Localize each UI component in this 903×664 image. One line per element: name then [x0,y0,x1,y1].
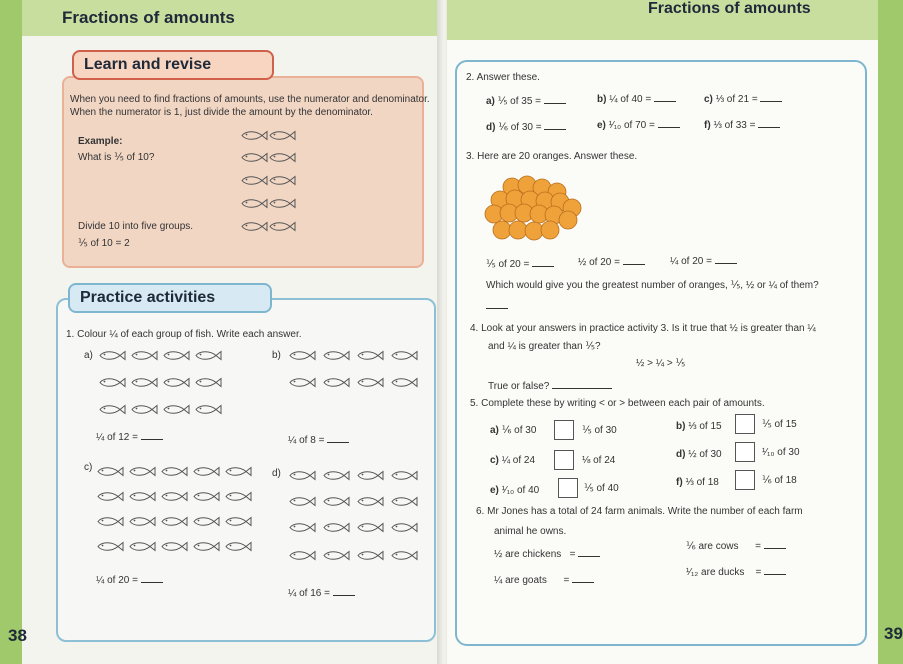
answer-blank[interactable] [141,431,163,440]
question-5-text: 5. Complete these by writing < or > between each pair of amounts. [470,398,765,409]
fish-icon [130,404,158,415]
q6-item-goats [494,574,594,587]
q1-answer-c [96,574,163,587]
fish-icon [224,541,252,552]
comparison-box[interactable] [735,442,755,462]
fish-icon [96,466,124,477]
q5-label: e) [490,485,499,496]
q6-fraction: ⅙ [686,541,696,552]
learn-and-revise-heading: Learn and revise [72,50,274,80]
q2-item-b [597,93,676,106]
q3-answer-line [486,300,508,313]
fish-icon [192,466,220,477]
q5-label: b) [676,421,686,432]
q3-expr-text: ½ of 20 = [578,257,620,268]
q3-expr-3 [670,255,737,268]
q2-expr: ¼ of 40 = [609,94,652,105]
fish-icon [130,377,158,388]
fish-icon [98,377,126,388]
comparison-box[interactable] [735,414,755,434]
q5-item-c-left [490,455,535,467]
q5-item-a-right: ⅕ of 30 [582,425,617,436]
q6-equals: = [755,567,762,578]
fish-icon [240,221,268,232]
comparison-box[interactable] [554,450,574,470]
fish-icon [288,496,316,507]
orange-icon [541,221,559,239]
fish-icon [356,377,384,388]
q6-equals: = [755,541,762,552]
fish-icon [240,130,268,141]
orange-icon [493,221,511,239]
fish-icon [322,470,350,481]
fish-icon [194,350,222,361]
q4-true-false [488,380,612,393]
q5-left-expr: ¼ of 24 [501,455,536,466]
fish-icon [240,198,268,209]
fish-icon [130,350,158,361]
q1-label-a: a) [84,350,93,361]
example-question: What is ⅕ of 10? [78,152,155,163]
question-6-line-2: animal he owns. [494,526,567,537]
answer-blank[interactable] [578,548,600,557]
fish-icon [390,470,418,481]
q6-item-cows [686,540,786,553]
answer-blank[interactable] [544,95,566,104]
q6-animal: are goats [505,575,547,586]
q3-expr-text: ¼ of 20 = [670,256,712,267]
q5-left-expr: ⅓ of 18 [685,477,719,488]
right-page-edge [878,0,900,664]
fish-icon [162,377,190,388]
fish-icon [390,377,418,388]
learn-text-line-1: When you need to find fractions of amounts, use the numerator and denominator. [70,94,430,105]
q4-inequality: ½ > ¼ > ⅕ [636,358,686,369]
q6-animal: are chickens [505,549,562,560]
fish-icon [322,496,350,507]
q5-item-f-left [676,477,719,489]
orange-icon [509,221,527,239]
q2-expr: ¹⁄₁₀ of 70 = [608,120,655,131]
fish-icon [288,470,316,481]
left-page-edge [0,0,22,664]
answer-blank[interactable] [544,121,566,130]
q6-animal: are ducks [701,567,745,578]
answer-blank[interactable] [572,574,594,583]
orange-icon [525,222,543,240]
q6-equals: = [569,549,576,560]
q2-label: c) [704,94,713,105]
answer-blank[interactable] [486,300,508,309]
q5-left-expr: ⅙ of 30 [501,425,537,436]
answer-blank[interactable] [758,119,780,128]
fish-icon [192,516,220,527]
answer-blank[interactable] [715,255,737,264]
q3-expr-2 [578,256,645,269]
q6-animal: are cows [698,541,739,552]
q1-answer-d [288,587,355,600]
fish-icon [98,350,126,361]
fish-icon [128,491,156,502]
q2-expr: ⅓ of 33 = [713,120,756,131]
fish-icon [128,516,156,527]
q2-expr: ⅓ of 21 = [715,94,758,105]
q6-fraction: ½ [494,549,503,560]
q2-label: f) [704,120,711,131]
q5-label: c) [490,455,499,466]
fish-icon [162,350,190,361]
left-page-number: 38 [8,626,27,645]
question-4-line-1: 4. Look at your answers in practice activity 3. Is it true that ½ is greater than ¼ [470,323,816,334]
fish-icon [288,350,316,361]
q2-expr: ⅙ of 30 = [498,122,542,133]
right-page-title: Fractions of amounts [648,0,811,17]
answer-blank[interactable] [658,119,680,128]
fish-icon [390,496,418,507]
example-answer: ⅕ of 10 = 2 [78,238,130,249]
q1-answer-c-text: ¼ of 20 = [96,575,138,586]
q2-expr: ⅕ of 35 = [497,96,542,107]
fish-icon [224,466,252,477]
fish-icon [194,404,222,415]
q5-left-expr: ½ of 30 [688,449,722,460]
orange-icon [559,211,577,229]
q5-left-expr: ¹⁄₁₀ of 40 [501,485,540,496]
q5-label: f) [676,477,683,488]
q5-item-d-right: ¹⁄₁₀ of 30 [762,447,800,458]
fish-icon [240,152,268,163]
fish-icon [96,541,124,552]
fish-icon [98,404,126,415]
question-2-text: 2. Answer these. [466,72,540,83]
q5-item-b-right: ⅕ of 15 [762,419,797,430]
right-page-number: 39 [884,624,903,643]
q5-item-e-left [490,485,539,497]
fish-icon [160,541,188,552]
q2-item-a [486,95,566,108]
fish-icon [356,496,384,507]
fish-icon [268,130,296,141]
q6-fraction: ¼ [494,575,503,586]
oranges-picture [482,168,582,246]
fish-icon [224,491,252,502]
fish-icon [160,491,188,502]
q5-item-b-left [676,421,722,433]
q6-item-chickens [494,548,600,561]
example-label: Example: [78,136,123,147]
fish-icon [288,550,316,561]
answer-blank[interactable] [623,256,645,265]
fish-icon [240,175,268,186]
fish-icon [96,516,124,527]
left-page-title: Fractions of amounts [62,8,235,27]
fish-icon [268,152,296,163]
fish-icon [390,350,418,361]
question-1-text: 1. Colour ¼ of each group of fish. Write each answer. [66,329,302,340]
q1-answer-a-text: ¼ of 12 = [96,432,138,443]
answer-blank[interactable] [141,574,163,583]
question-3-text: 3. Here are 20 oranges. Answer these. [466,151,638,162]
fish-icon [356,550,384,561]
answer-blank[interactable] [327,434,349,443]
q3-question: Which would give you the greatest number of oranges, ⅕, ½ or ¼ of them? [486,280,819,291]
answer-blank[interactable] [760,93,782,102]
q5-left-expr: ⅓ of 15 [688,421,722,432]
comparison-box[interactable] [558,478,578,498]
q1-answer-d-text: ¼ of 16 = [288,588,330,599]
q2-label: e) [597,120,606,131]
q2-item-c [704,93,782,106]
q6-equals: = [563,575,570,586]
fish-icon [268,175,296,186]
fish-icon [390,522,418,533]
fish-icon [322,550,350,561]
q5-item-f-right: ⅙ of 18 [762,475,797,486]
fish-icon [322,522,350,533]
q5-item-e-right: ⅕ of 40 [584,483,619,494]
fish-icon [390,550,418,561]
q5-item-c-right: ⅛ of 24 [582,455,616,466]
fish-icon [128,541,156,552]
q5-item-d-left [676,449,722,461]
q1-label-c: c) [84,462,93,473]
answer-blank[interactable] [333,587,355,596]
q6-item-ducks [686,566,786,579]
fish-icon [160,516,188,527]
learn-text-line-2: When the numerator is 1, just divide the amount by the denominator. [70,107,373,118]
q4-prompt: True or false? [488,381,550,392]
answer-blank[interactable] [532,258,554,267]
q1-answer-b-text: ¼ of 8 = [288,435,325,446]
q2-label: d) [486,122,496,133]
q2-label: b) [597,94,607,105]
q3-expr-text: ⅕ of 20 = [486,259,530,270]
fish-icon [192,541,220,552]
fish-icon [288,522,316,533]
answer-blank[interactable] [654,93,676,102]
q2-item-e [597,119,680,132]
q6-fraction: ¹⁄₁₂ [686,567,699,578]
example-divide-text: Divide 10 into five groups. [78,221,194,232]
practice-activities-heading: Practice activities [68,283,272,313]
question-4-line-2: and ¼ is greater than ⅕? [488,341,601,352]
q1-label-d: d) [272,468,281,479]
fish-icon [96,491,124,502]
q2-label: a) [486,96,495,107]
fish-icon [194,377,222,388]
comparison-box[interactable] [554,420,574,440]
q2-item-f [704,119,780,132]
fish-icon [322,350,350,361]
q1-answer-b [288,434,349,447]
fish-icon [192,491,220,502]
fish-icon [128,466,156,477]
fish-icon [356,522,384,533]
fish-icon [356,470,384,481]
fish-icon [160,466,188,477]
q2-item-d [486,121,566,134]
q1-label-b: b) [272,350,281,361]
q5-label: a) [490,425,499,436]
q5-item-a-left [490,425,536,437]
fish-icon [268,221,296,232]
fish-icon [162,404,190,415]
fish-icon [322,377,350,388]
q3-expr-1 [486,258,554,271]
answer-blank[interactable] [764,540,786,549]
fish-icon [356,350,384,361]
fish-icon [288,377,316,388]
fish-icon [224,516,252,527]
answer-blank[interactable] [764,566,786,575]
fish-icon [268,198,296,209]
answer-blank[interactable] [552,380,612,389]
comparison-box[interactable] [735,470,755,490]
q1-answer-a [96,431,163,444]
q5-label: d) [676,449,686,460]
question-6-line-1: 6. Mr Jones has a total of 24 farm animals. Write the number of each farm [476,506,803,517]
